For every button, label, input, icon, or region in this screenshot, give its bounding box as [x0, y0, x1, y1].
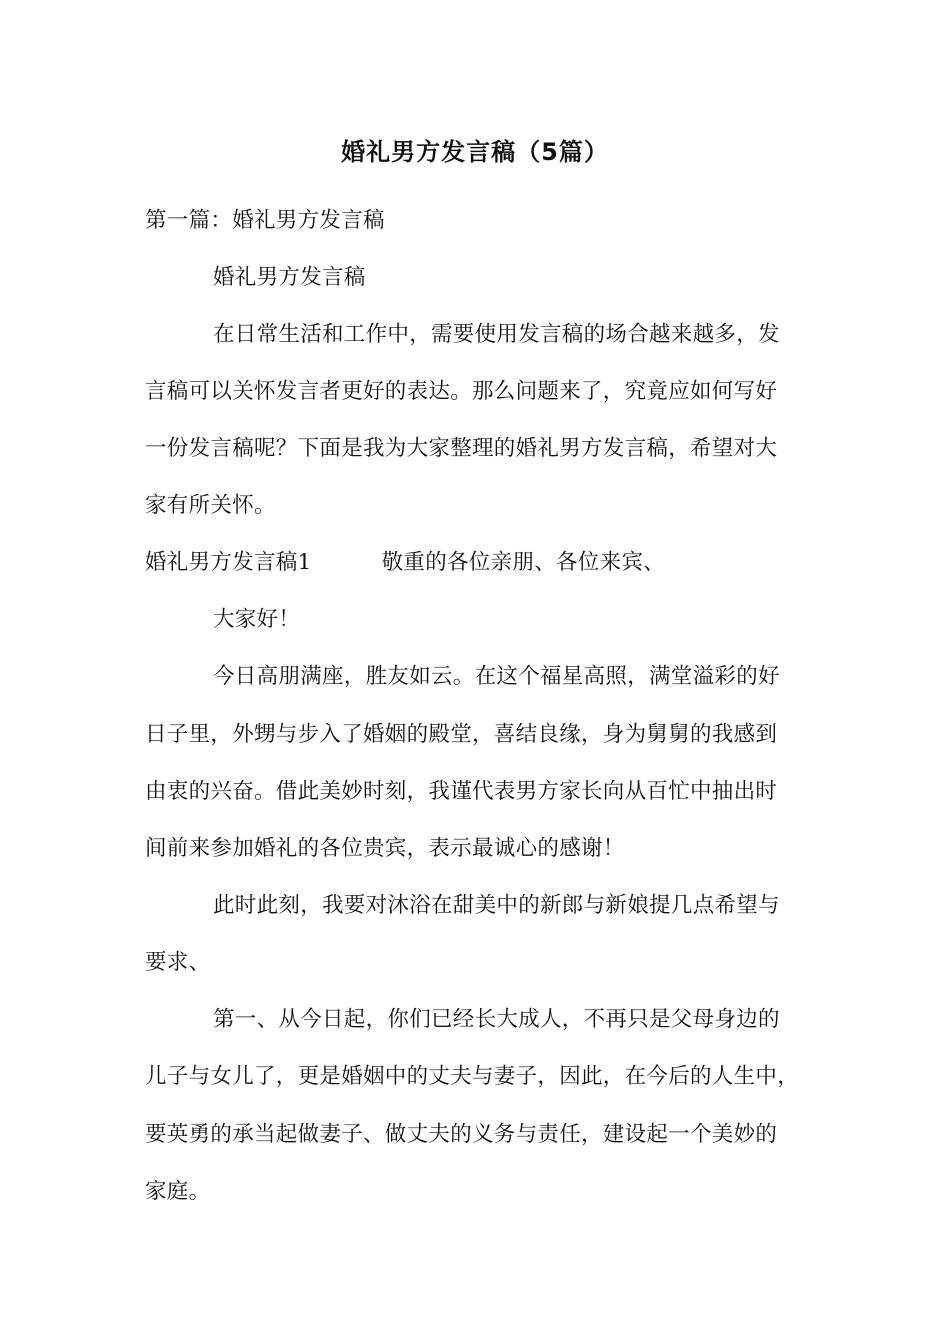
paragraph-3-line-3: 要英勇的承当起做妻子、做丈夫的义务与责任，建设起一个美妙的 — [145, 1122, 778, 1147]
intro-line-3: 一份发言稿呢？下面是我为大家整理的婚礼男方发言稿，希望对大 — [145, 436, 778, 461]
speech-label: 婚礼男方发言稿1 — [145, 550, 312, 575]
paragraph-3-line-4: 家庭。 — [145, 1179, 211, 1204]
paragraph-1-line-1: 今日高朋满座，胜友如云。在这个福星高照，满堂溢彩的好 — [213, 664, 780, 689]
intro-line-4: 家有所关怀。 — [145, 493, 276, 518]
paragraph-2-line-2: 要求、 — [145, 950, 211, 975]
section-heading: 第一篇：婚礼男方发言稿 — [145, 208, 385, 233]
document-title: 婚礼男方发言稿（5篇） — [341, 138, 609, 166]
paragraph-3-line-1: 第一、从今日起，你们已经长大成人，不再只是父母身边的 — [213, 1007, 780, 1032]
salutation: 敬重的各位亲朋、各位来宾、 — [381, 550, 665, 575]
subheading: 婚礼男方发言稿 — [213, 265, 366, 290]
paragraph-3-line-2: 儿子与女儿了，更是婚姻中的丈夫与妻子，因此，在今后的人生中， — [145, 1064, 800, 1089]
intro-line-2: 言稿可以关怀发言者更好的表达。那么问题来了，究竟应如何写好 — [145, 379, 778, 404]
intro-line-1: 在日常生活和工作中，需要使用发言稿的场合越来越多，发 — [213, 322, 780, 347]
speech-heading-line — [145, 548, 665, 578]
paragraph-1-line-3: 由衷的兴奋。借此美妙时刻，我谨代表男方家长向从百忙中抽出时 — [145, 779, 778, 804]
greeting: 大家好！ — [213, 607, 301, 632]
paragraph-2-line-1: 此时此刻，我要对沐浴在甜美中的新郎与新娘提几点希望与 — [213, 893, 780, 918]
paragraph-1-line-2: 日子里，外甥与步入了婚姻的殿堂，喜结良缘，身为舅舅的我感到 — [145, 722, 778, 747]
paragraph-1-line-4: 间前来参加婚礼的各位贵宾，表示最诚心的感谢！ — [145, 836, 625, 861]
